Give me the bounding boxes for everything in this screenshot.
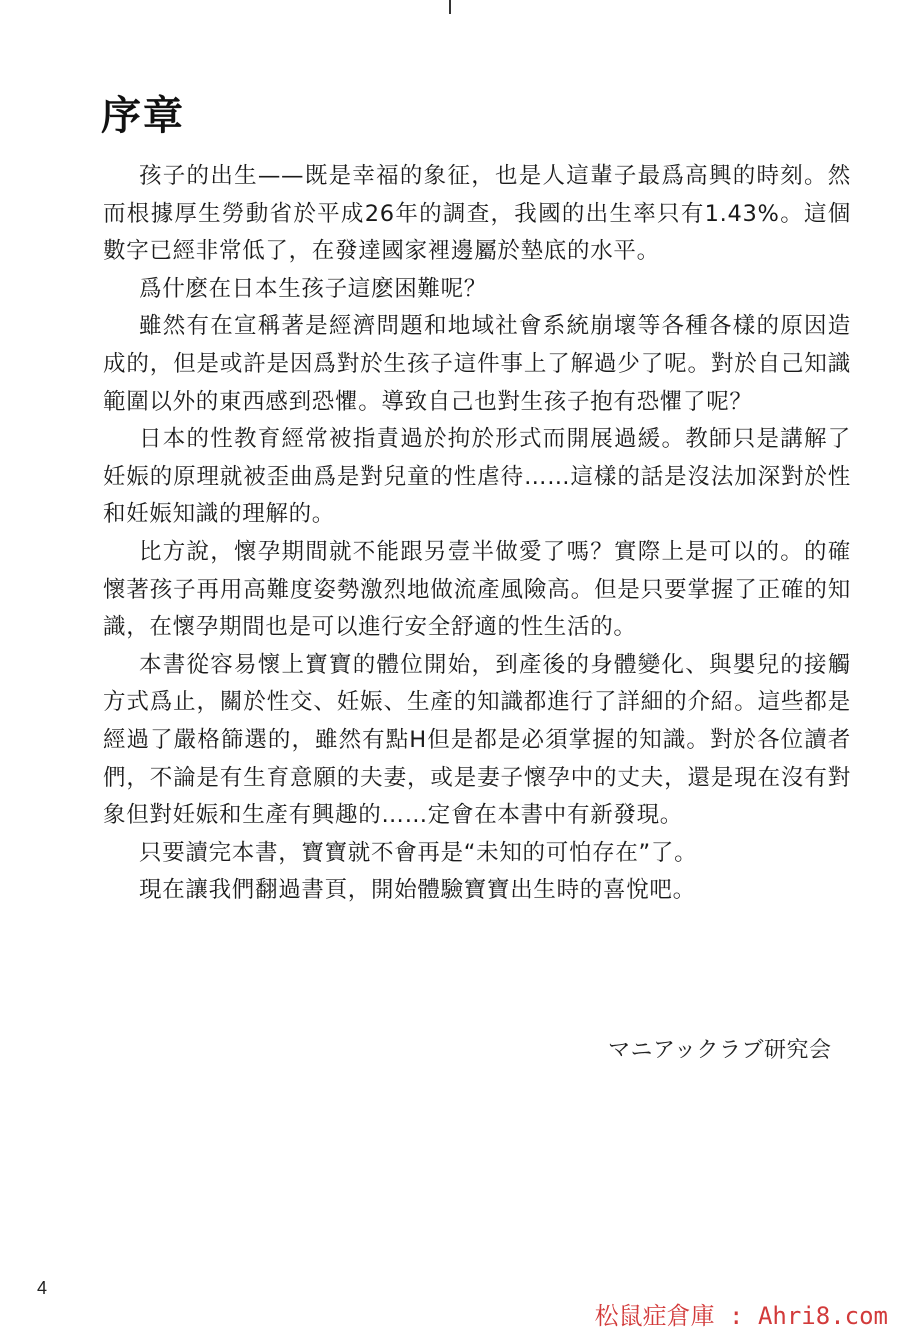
paragraph: 雖然有在宣稱著是經濟問題和地域社會系統崩壞等各種各樣的原因造成的，但是或許是因爲對於生孩子這件事上了解過少了呢。對於自己知識範圍以外的東西感到恐懼。導致自己也對生孩子抱有恐懼了呢？	[103, 313, 851, 415]
paragraph: 本書從容易懷上寶寶的體位開始，到產後的身體變化、與嬰兒的接觸方式爲止，關於性交、妊娠、生產的知識都進行了詳細的介紹。這些都是經過了嚴格篩選的，雖然有點H但是都是必須掌握的知識。對於各位讀者們，不論是有生育意願的夫妻，或是妻子懷孕中的丈夫，還是現在沒有對象但對妊娠和生產有興趣的……定會在本書中有新發現。	[103, 651, 851, 829]
site-watermark: 松鼠症倉庫 : Ahri8.com	[594, 1302, 888, 1330]
paragraph: 現在讓我們翻過書頁，開始體驗寶寶出生時的喜悅吧。	[139, 877, 696, 904]
paragraph: 爲什麽在日本生孩子這麽困難呢？	[139, 275, 488, 302]
paragraph: 只要讀完本書，寶寶就不會再是“未知的可怕存在”了。	[139, 839, 698, 866]
author-signature: マニアックラブ研究会	[608, 1038, 832, 1063]
paragraph: 孩子的出生——既是幸福的象征，也是人這輩子最爲高興的時刻。然而根據厚生勞動省於平成26年的調查，我國的出生率只有1.43%。這個數字已經非常低了，在發達國家裡邊屬於墊底的水平。	[103, 163, 851, 265]
chapter-title: 序章	[101, 93, 185, 139]
page-number: 4	[37, 1278, 48, 1298]
crop-mark	[449, 0, 451, 14]
body-text	[103, 158, 851, 910]
paragraph: 日本的性教育經常被指責過於拘於形式而開展過緩。教師只是講解了妊娠的原理就被歪曲爲是對兒童的性虐待……這樣的話是沒法加深對於性和妊娠知識的理解的。	[103, 426, 851, 528]
paragraph: 比方說，懷孕期間就不能跟另壹半做愛了嗎？實際上是可以的。的確懷著孩子再用高難度姿勢激烈地做流產風險高。但是只要掌握了正確的知識，在懷孕期間也是可以進行安全舒適的性生活的。	[103, 538, 851, 641]
